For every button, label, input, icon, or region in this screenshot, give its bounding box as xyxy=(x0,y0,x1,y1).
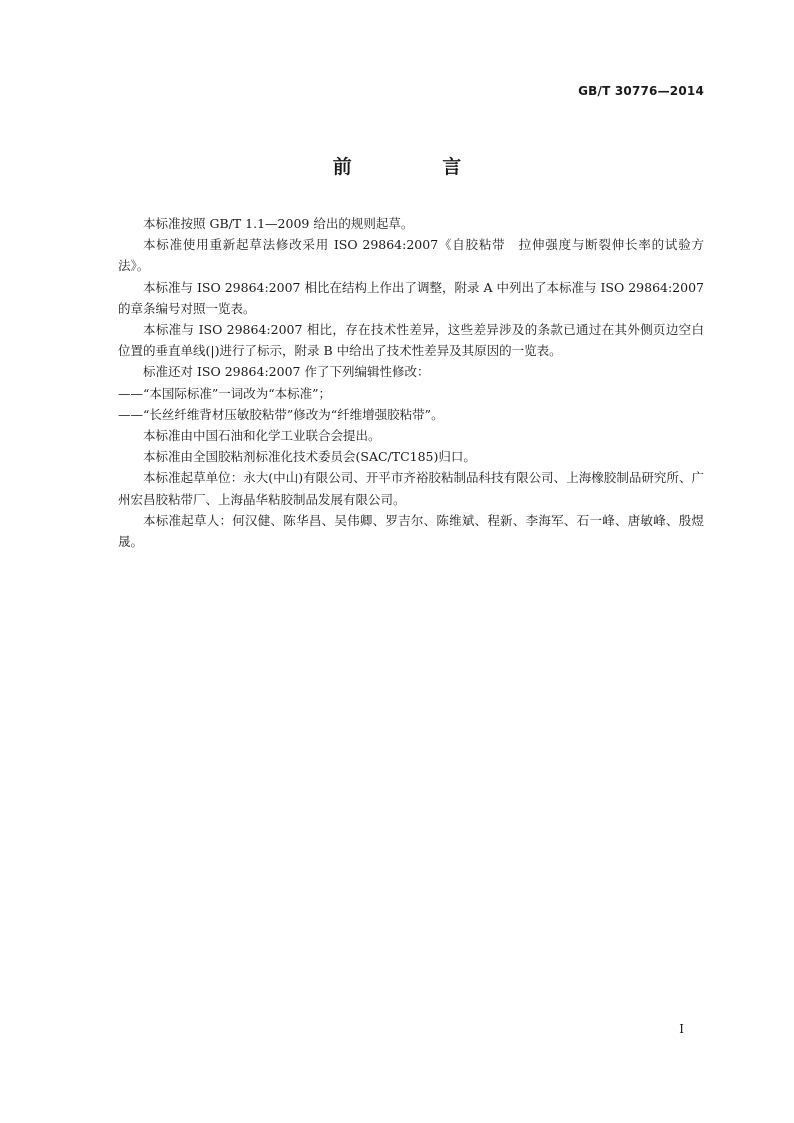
paragraph-adoption-method: 本标准使用重新起草法修改采用 ISO 29864:2007《自胶粘带 拉伸强度与断裂伸长率的试验方法》。 xyxy=(118,237,704,274)
list-item-edit-1: ——“本国际标准”一词改为“本标准”； xyxy=(118,385,332,401)
paragraph-drafters: 本标准起草人：何汉健、陈华昌、吴伟卿、罗吉尔、陈维斌、程新、李海军、石一峰、唐敏峰、殷煜晟。 xyxy=(118,512,704,550)
paragraph-committee: 本标准由全国胶粘剂标准化技术委员会(SAC/TC185)归口。 xyxy=(143,449,476,465)
paragraph-drafting-units: 本标准起草单位：永大(中山)有限公司、开平市齐裕胶粘制品科技有限公司、上海橡胶制品研究所、广州宏昌胶粘带厂、上海晶华粘胶制品发展有限公司。 xyxy=(118,470,704,507)
foreword-body xyxy=(118,213,704,552)
paragraph-drafting-rules: 本标准按照 GB/T 1.1—2009 给出的规则起草。 xyxy=(143,216,414,231)
paragraph-proposer: 本标准由中国石油和化学工业联合会提出。 xyxy=(143,428,381,444)
paragraph-technical-differences: 本标准与 ISO 29864:2007 相比，存在技术性差异，这些差异涉及的条款已通过在其外侧页边空白位置的垂直单线(|)进行了标示，附录 B 中给出了技术性差异及其原因的一览表。 xyxy=(118,322,704,359)
paragraph-editorial-changes-intro: 标准还对 ISO 29864:2007 作了下列编辑性修改： xyxy=(143,364,430,380)
paragraph-structure-changes: 本标准与 ISO 29864:2007 相比在结构上作出了调整，附录 A 中列出了本标准与 ISO 29864:2007 的章条编号对照一览表。 xyxy=(118,279,704,316)
page-title: 前 言 xyxy=(332,156,504,178)
standard-code: GB/T 30776—2014 xyxy=(578,84,704,98)
page-number: I xyxy=(679,1022,684,1036)
list-item-edit-2: ——“长丝纤维背材压敏胶粘带”修改为“纤维增强胶粘带”。 xyxy=(118,406,444,422)
